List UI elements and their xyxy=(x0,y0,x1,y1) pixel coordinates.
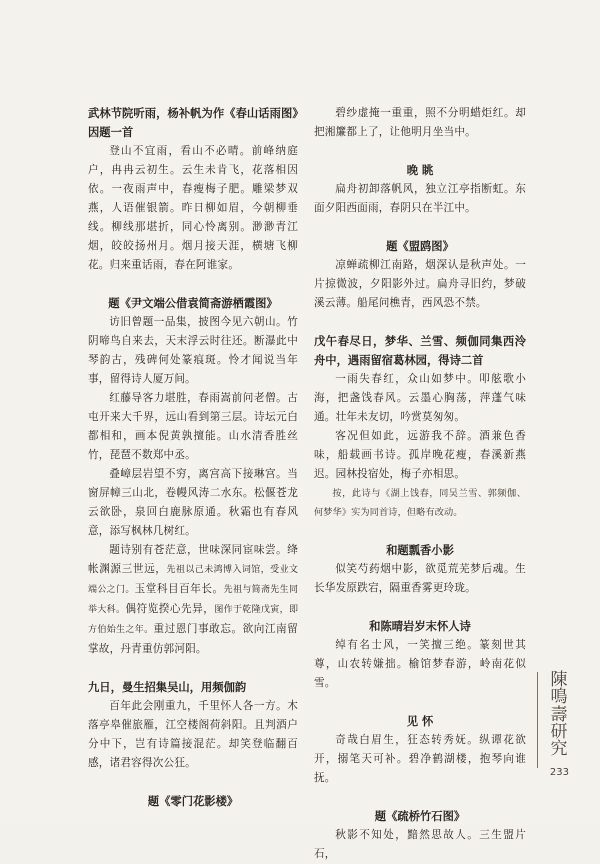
running-header-mark xyxy=(537,672,578,768)
poem-body: 叠嶂层岩望不穷，离宫高下接琳宫。当窗屏幛三山北，卷幔风涛二水东。松偃苍龙云欲卧，泉回白鹿脉原通。秋霜也有春风意，添写枫林几树红。 xyxy=(88,468,298,537)
poem-title: 和陈晴岩岁末怀人诗 xyxy=(369,619,471,633)
brand-char: 陳 xyxy=(550,670,568,690)
poem-title: 和题瓢香小影 xyxy=(386,543,454,557)
poem-title: 题《盟鸥图》 xyxy=(386,239,454,253)
poem-title: 题《疏桥竹石图》 xyxy=(374,809,466,823)
poem-body: 客况但如此，远游我不辞。酒兼色香味，船载画书诗。孤岸晚花瘦，春溪新燕迟。园林投宿处，梅子亦相思。 xyxy=(314,430,526,480)
poem-text: 题诗别有苍茫意，世味深同宦味尝。绛帐渊源三世远， xyxy=(88,544,298,575)
poem-body: 秋影不知处，黯然思故人。三生盟片石， xyxy=(314,829,526,860)
poem-body: 碧纱虚掩一重重，照不分明蜡炬红。却把湘簾都上了，让他明月坐当中。 xyxy=(314,107,526,138)
poem-body-with-notes xyxy=(88,541,298,659)
brand-char: 究 xyxy=(550,739,568,759)
inline-note: 图作于乾隆戊寅，即方伯始生之年。 xyxy=(88,605,298,635)
poem-title: 题《尹文端公借袁简斋游栖霞图》 xyxy=(108,296,278,310)
inline-note: 先祖与简斋先生同举大科。 xyxy=(88,585,298,615)
right-column xyxy=(314,104,526,864)
brand-char: 壽 xyxy=(550,704,568,725)
poem-body: 一雨失春红，众山如梦中。叩舷歌小海，把盏饯春风。云墨心胸荡，萍蓬气味通。壮年未友切，吟赏莫匆匆。 xyxy=(314,373,526,423)
poem-text: 玉堂科目百年长。 xyxy=(134,583,224,595)
poem-body: 凉蝉疏柳江南路，烟深认是秋声处。一片掠微波，夕阳影外过。扁舟寻旧约，梦破溪云薄。船尾问樵青，西风恐不禁。 xyxy=(314,259,526,309)
poem-body: 似笑芍药烟中影，欲觅荒芜梦后魂。生长华发原跌宕，隔重香雾更玲珑。 xyxy=(314,563,526,594)
poem-body: 绰有名士风，一笑擅三绝。篆刻世其尊，山农转嫌拙。榆馆梦春游，岭南花似雪。 xyxy=(314,639,526,689)
poem-body: 登山不宜雨，看山不必晴。前峰纳庭户，冉冉云初生。云生未肯飞，花落相因依。一夜雨声中，春瘦梅子肥。雕梁梦双燕，人语催银箭。昨日柳如眉，今朝柳垂线。柳线那堪折，同心怜离别。渺渺青江烟，皎皎扬州月。烟月接天涯，横塘飞柳花。归来重话雨，春在阿谁家。 xyxy=(88,145,298,271)
side-brand xyxy=(545,672,573,758)
poem-title: 题《零门花影楼》 xyxy=(147,794,239,808)
poem-body: 奇哉白眉生，狂态转秀妩。纵谭花欲开，搦笔天可补。碧净鹤湖楼，抱琴向谁抚。 xyxy=(314,734,526,784)
poem-title: 戊午春尽日，梦华、兰雪、频伽同集西泠舟中，遇雨留宿葛林园，得诗二首 xyxy=(314,334,526,367)
inline-note: 先祖以己未鸿博入词馆，受业文端公之门。 xyxy=(88,565,298,595)
poem-text: 偶符览揆心先异， xyxy=(125,603,215,615)
left-column xyxy=(88,104,298,811)
editor-note: 按，此诗与《湖上饯春，同吴兰雪、郭频伽、何梦华》实为同首诗，但略有改动。 xyxy=(314,488,526,518)
poem-body: 红藤导客力堪胜，春雨嵩前问老僧。古屯开来大千界，远山看到第三层。诗坛元白都相和，画本倪黄孰擅能。山水清香胜丝竹，琵琶不数郑中丞。 xyxy=(88,392,298,461)
poem-title: 武林节院听雨，杨补帆为作《春山话雨图》因题一首 xyxy=(88,106,298,139)
poem-body: 扁舟初卸落帆风，独立江亭指断虹。东面夕阳西面雨，春阴只在半江中。 xyxy=(314,183,526,214)
poem-text: 重过恩门事敢忘。欲向江南留掌故，丹青重仿郭河阳。 xyxy=(88,623,298,655)
poem-title: 九日，曼生招集吴山，用频伽韵 xyxy=(88,680,247,694)
brand-char: 鳴 xyxy=(550,687,568,708)
poem-title: 见 怀 xyxy=(406,714,434,728)
brand-char: 研 xyxy=(550,721,568,742)
poem-body: 百年此会刚重九，千里怀人各一方。木落亭皋催旅雁，江空楼阁荷斜阳。且判酒户分中下，岂有诗篇接混茫。却笑登临翻百感，诸君容得次公狂。 xyxy=(88,700,298,769)
poem-body: 访旧曾题一品集，披图今见六朝山。竹阴啼鸟自来去，天末浮云时往还。断瀑此中琴韵古，残碑何处篆痕斑。怜才闻说当年事，留得诗人厦万间。 xyxy=(88,316,298,385)
poem-title: 晚 眺 xyxy=(406,163,434,177)
page-number: 233 xyxy=(549,767,569,778)
